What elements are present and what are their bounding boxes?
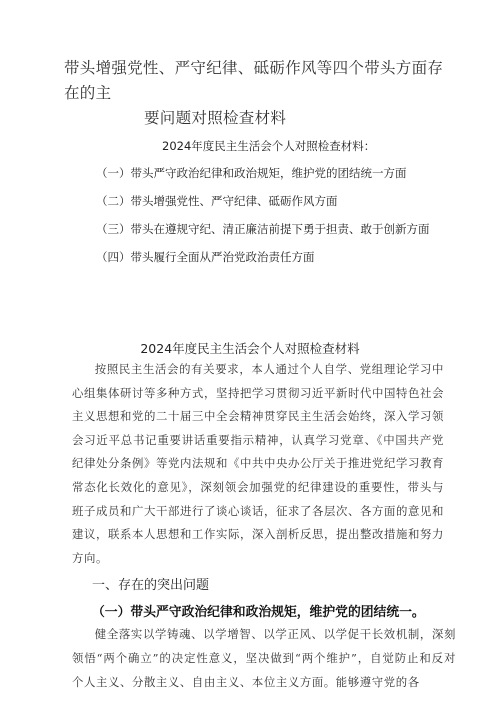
toc-list: [96, 166, 430, 278]
toc-item-4: （四）带头履行全面从严治党政治责任方面: [96, 250, 315, 264]
intro-paragraph: 按照民主生活会的有关要求，本人通过个人自学、党组理论学习中心组集体研讨等多种方式，坚持把学习贯彻习近平新时代中国特色社会主义思想和党的二十届三中全会精神贯穿民主生活会始终，深入学习领会习近平总书记重要讲话重要指示精神，认真学习党章、《中国共产党纪律处分条例》等党内法规和《中共中央办公厅关于推进党纪学习教育常态化长效化的意见》，深刻领会加强党的纪律建设的重要性，带头与班子成员和广大干部进行了谈心谈话，征求了各层次、各方面的意见和建议，联系本人思想和工作实际，深入剖析反思，提出整改措施和努力方向。: [72, 362, 444, 565]
intro-section: [72, 358, 444, 570]
toc-item-3: （三）带头在遵规守纪、清正廉洁前提下勇于担责、敢于创新方面: [96, 222, 430, 236]
body-section: [72, 622, 456, 694]
subsection-heading-political-discipline: （一）带头严守政治纪律和政治规矩，维护党的团结统一。: [92, 605, 425, 620]
toc-heading: 2024年度民主生活会个人对照检查材料：: [162, 139, 376, 153]
title-line-2: 要问题对照检查材料: [144, 109, 287, 127]
body-paragraph: 健全落实以学铸魂、以学增智、以学正风、以学促干长效机制，深刻领悟“两个确立”的决定性意义，坚决做到“两个维护”，自觉防止和反对个人主义、分散主义、自由主义、本位主义方面。能够遵守党的各: [72, 627, 456, 689]
material-title: 2024年度民主生活会个人对照检查材料: [140, 341, 360, 356]
title-line-1: 带头增强党性、严守纪律、砥砺作风等四个带头方面存在的主: [64, 59, 444, 102]
toc-item-2: （二）带头增强党性、严守纪律、砥砺作风方面: [96, 194, 338, 208]
document-title: [50, 56, 450, 131]
section-heading-problems: 一、存在的突出问题: [92, 578, 210, 593]
toc-item-1: （一）带头严守政治纪律和政治规矩，维护党的团结统一方面: [96, 166, 407, 180]
